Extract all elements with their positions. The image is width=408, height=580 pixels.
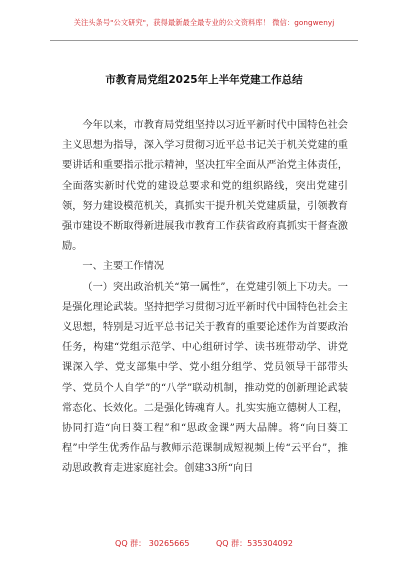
footer-qq-groups [0,538,408,549]
header-divider [50,40,358,41]
intro-paragraph: 今年以来，市教育局党组坚持以习近平新时代中国特色社会主义思想为指导，深入学习贯彻习近平总书记关于机关党建的重要讲话和重要指示批示精神，坚决扛牢全面从严治党主体责任，全面落实新时代党的建设总要求和党的组织路线，突出党建引领，努力建设模范机关，真抓实干提升机关党建质量，引领教育强市建设不断取得新进展我市教育工作获省政府真抓实干督查激励。 [62,120,348,253]
qq-group-1: QQ 群： 30265665 [115,539,190,548]
qq-group-2: QQ 群：535304092 [216,539,293,548]
section-heading: 一、主要工作情况 [82,261,164,273]
body-paragraph: （一）突出政治机关“第一属性”，在党建引领上下功夫。一是强化理论武装。坚持把学习贯彻习近平新时代中国特色社会主义思想，特别是习近平总书记关于教育的重要论述作为首要政治任务，构建“党组示范学、中心组研讨学、读书班带动学、讲党课深入学、党支部集中学、党小组分组学、党员领导干部带头学、党员个人自学”的“八学”联动机制，推动党的创新理论武装常态化、长效化。二是强化铸魂育人。扎实实施立德树人工程，协同打造“向日葵工程”和“思政金课”两大品牌。将“向日葵工程”中学生优秀作品与教师示范课制成短视频上传“云平台”，推动思政教育走进家庭社会。创建33所“向日 [62,281,348,475]
top-banner: 关注头条号"公文研究"，获得最新最全最专业的公文资料库！ 微信：gongwenyj [73,18,335,27]
document-title: 市教育局党组2025年上半年党建工作总结 [105,74,303,86]
document-body [62,116,348,480]
